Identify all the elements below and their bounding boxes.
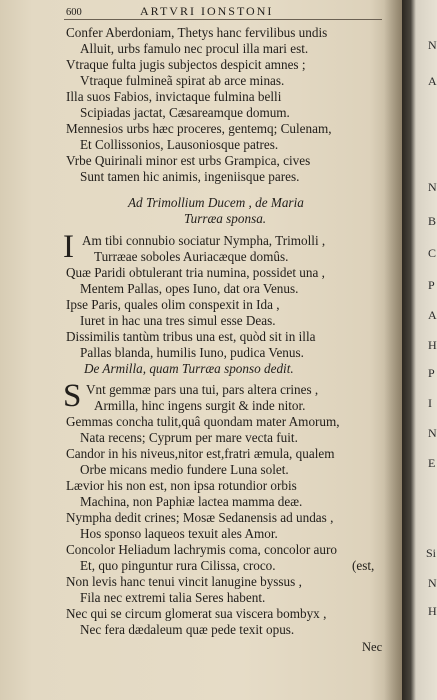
poem-title: De Armilla, quam Turræa sponso dedit. bbox=[84, 361, 294, 376]
verse-line: Concolor Heliadum lachrymis coma, concolor auro bbox=[66, 542, 337, 557]
facing-page-edge bbox=[402, 0, 437, 700]
edge-letter: I bbox=[428, 396, 432, 410]
verse-line: Non levis hanc tenui vincit lanugine byssus , bbox=[66, 574, 302, 589]
edge-letter: P bbox=[428, 366, 435, 380]
poem-title: Ad Trimollium Ducem , de Maria bbox=[128, 195, 304, 210]
edge-letter: N bbox=[428, 180, 437, 194]
verse-line: Lævior his non est, non ipsa rotundior orbis bbox=[66, 478, 297, 493]
verse-line: Et Collissonios, Lausoniosque patres. bbox=[80, 137, 279, 152]
verse-line: Ipse Paris, quales olim conspexit in Ida , bbox=[66, 297, 280, 312]
verse-line: Scipiadas jactat, Cæsareamque domum. bbox=[80, 105, 290, 120]
verse-line: Pallas blanda, humilis Iuno, pudica Venus. bbox=[80, 345, 304, 360]
catchword: Nec bbox=[362, 640, 383, 654]
turnover-text: (est, bbox=[352, 558, 375, 573]
edge-letter: Si bbox=[426, 546, 437, 560]
poem-title: Turræa sponsa. bbox=[184, 211, 267, 226]
drop-capital: I bbox=[63, 229, 74, 265]
verse-line: Illa suos Fabios, invictaque fulmina belli bbox=[66, 89, 282, 104]
verse-line: Vtraque fulmineã spirat ab arce minas. bbox=[80, 73, 285, 88]
verse-line: Et, quo pinguntur rura Cilissa, croco. bbox=[80, 558, 276, 573]
edge-letter: B bbox=[428, 214, 437, 228]
verse-line: Nympha dedit crines; Mosæ Sedanensis ad undas , bbox=[66, 510, 334, 525]
verse-line: Vnt gemmæ pars una tui, pars altera crines , bbox=[86, 382, 319, 397]
verse-line: Am tibi connubio sociatur Nympha, Trimolli , bbox=[82, 233, 326, 248]
edge-letter: P bbox=[428, 278, 435, 292]
verse-line: Vrbe Quirinali minor est urbs Grampica, cives bbox=[66, 153, 311, 168]
edge-letter: E bbox=[428, 456, 436, 470]
edge-letter: C bbox=[428, 246, 437, 260]
verse-line: Iuret in hac una tres simul esse Deas. bbox=[80, 313, 276, 328]
edge-letter: N bbox=[428, 426, 437, 440]
verse-line: Vtraque fulta jugis subjectos despicit amnes ; bbox=[66, 57, 306, 72]
header-rule bbox=[64, 19, 382, 20]
edge-letter: A bbox=[428, 308, 437, 322]
verse-line: Nata recens; Cyprum per mare vecta fuit. bbox=[80, 430, 298, 445]
verse-line: Mennesios urbs hæc proceres, gentemq; Culenam, bbox=[66, 121, 332, 136]
edge-letter: N bbox=[428, 576, 437, 590]
verse-line: Machina, non Paphiæ lactea mamma deæ. bbox=[80, 494, 303, 509]
verse-line: Alluit, urbs famulo nec procul illa mari est. bbox=[80, 41, 309, 56]
edge-letter: H bbox=[428, 338, 437, 352]
edge-letter: N bbox=[428, 38, 437, 52]
verse-line: Armilla, hinc ingens surgit & inde nitor. bbox=[94, 398, 306, 413]
verse-line: Gemmas concha tulit,quâ quondam mater Amorum, bbox=[66, 414, 340, 429]
verse-line: Nec fera dædaleum quæ pede texit opus. bbox=[80, 622, 295, 637]
verse-line: Dissimilis tantùm tribus una est, quòd sit in illa bbox=[66, 329, 316, 344]
verse-line: Candor in his niveus,nitor est,fratri æmula, qualem bbox=[66, 446, 335, 461]
verse-line: Sunt tamen hic animis, ingeniisque pares. bbox=[80, 169, 300, 184]
edge-letter: H bbox=[428, 604, 437, 618]
page-number: 600 bbox=[66, 7, 82, 18]
drop-capital: S bbox=[63, 378, 82, 414]
edge-letter: A bbox=[428, 74, 437, 88]
running-title: ARTVRI IONSTONI bbox=[140, 4, 274, 18]
verse-line: Fila nec extremi talia Seres habent. bbox=[80, 590, 266, 605]
verse-line: Nec qui se circum glomerat sua viscera bombyx , bbox=[66, 606, 327, 621]
verse-line: Hos sponso laqueos texuit ales Amor. bbox=[80, 526, 278, 541]
verse-line: Orbe micans medio fundere Luna solet. bbox=[80, 462, 289, 477]
verse-line: Mentem Pallas, opes Iuno, dat ora Venus. bbox=[80, 281, 299, 296]
verse-line: Turræae soboles Auriacæque domûs. bbox=[94, 249, 289, 264]
verse-line: Confer Aberdoniam, Thetys hanc fervilibus undis bbox=[66, 25, 328, 40]
verse-line: Quæ Paridi obtulerant tria numina, possidet una , bbox=[66, 265, 325, 280]
